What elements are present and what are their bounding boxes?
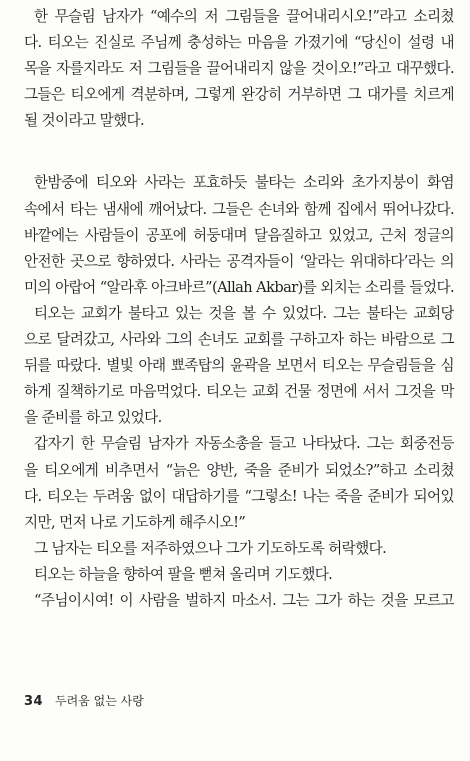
text-line: 그들은 티오에게 격분하며, 그렇게 완강히 거부하면 그 대가를 치르게	[24, 86, 454, 104]
text-line: 지만, 먼저 나로 기도하게 해주시오!”	[24, 513, 246, 531]
text-line: 그 남자는 티오를 저주하였으나 그가 기도하도록 허락했다.	[34, 539, 387, 557]
text-line: 다. 티오는 두려움 없이 대답하기를 “그렇소! 나는 죽을 준비가 되어있	[24, 487, 454, 505]
page-number: 34	[24, 694, 44, 709]
text-line: 한 무슬림 남자가 “예수의 저 그림들을 끌어내리시오!”라고 소리쳤	[34, 8, 454, 25]
text-line: 미의 아랍어 “알라후 아크바르”(Allah Akbar)를 외치는 소리를 들었다.	[24, 278, 454, 296]
page-footer	[24, 692, 144, 709]
running-title: 두려움 없는 사랑	[55, 694, 144, 708]
text-line: “주님이시여! 이 사람을 벌하지 마소서. 그는 그가 하는 것을 모르고	[34, 591, 454, 609]
text-line: 티오는 교회가 불타고 있는 것을 볼 수 있었다. 그는 불타는 교회당	[34, 304, 454, 322]
text-line: 안전한 곳으로 향하였다. 사라는 공격자들이 ‘알라는 위대하다’라는 의	[24, 252, 454, 270]
body-text	[24, 4, 454, 614]
text-line: 으로 달려갔고, 사라와 그의 손녀도 교회를 구하고자 하는 바람으로 그	[24, 331, 454, 349]
text-line: 뒤를 따랐다. 별빛 아래 뾰족탑의 윤곽을 보면서 티오는 무슬림들을 심	[24, 357, 454, 375]
text-line: 바깥에는 사람들이 공포에 허둥대며 달음질하고 있었고, 근처 정글의	[24, 226, 454, 244]
section-break	[24, 134, 454, 170]
text-line: 티오는 하늘을 향하여 팔을 뻗쳐 올리며 기도했다.	[34, 565, 333, 583]
text-line: 다. 티오는 진실로 주님께 충성하는 마음을 가졌기에 “당신이 설령 내	[24, 34, 454, 52]
text-line: 을 준비를 하고 있었다.	[24, 409, 162, 427]
text-line: 갑자기 한 무슬림 남자가 자동소총을 들고 나타났다. 그는 회중전등	[34, 435, 454, 453]
text-line: 속에서 타는 냄새에 깨어났다. 그들은 손녀와 함께 집에서 뛰어나갔다.	[24, 200, 454, 218]
text-line: 한밤중에 티오와 사라는 포효하듯 불타는 소리와 초가지붕이 화염	[34, 174, 454, 192]
text-line: 목을 자를지라도 저 그림들을 끌어내리지 않을 것이오!”라고 대꾸했다.	[24, 60, 454, 78]
text-line: 하게 질책하기로 마음먹었다. 티오는 교회 건물 정면에 서서 그것을 막	[24, 383, 454, 401]
text-line: 될 것이라고 말했다.	[24, 112, 145, 130]
text-line: 을 티오에게 비추면서 “늙은 양반, 죽을 준비가 되었소?”하고 소리쳤	[24, 461, 454, 479]
